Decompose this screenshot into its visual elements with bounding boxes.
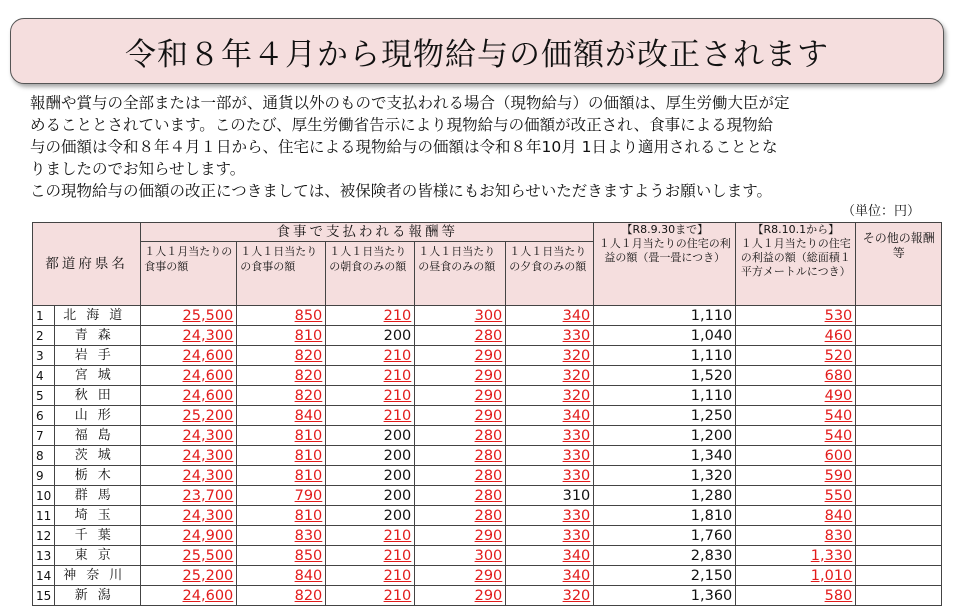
value-cell-l: 300	[415, 546, 506, 566]
value-cell-h-new: 530	[736, 306, 856, 326]
value-cell-b: 210	[326, 306, 415, 326]
value-cell-m: 24,600	[141, 366, 237, 386]
value-cell-h-new: 580	[736, 586, 856, 606]
table-row	[33, 566, 942, 586]
value-cell-e: 330	[506, 446, 594, 466]
row-number: 8	[33, 446, 55, 466]
row-number: 14	[33, 566, 55, 586]
value-cell-b: 210	[326, 586, 415, 606]
value-cell-b: 200	[326, 506, 415, 526]
row-number: 5	[33, 386, 55, 406]
table-row	[33, 506, 942, 526]
value-cell-e: 320	[506, 366, 594, 386]
value-cell-h-old: 1,250	[594, 406, 736, 426]
row-number: 3	[33, 346, 55, 366]
prefecture-name: 群馬	[55, 486, 141, 506]
daily-meal-header: １人１日当たりの食事の額	[237, 242, 326, 306]
prefecture-name: 福島	[55, 426, 141, 446]
other-cell	[856, 446, 942, 466]
value-cell-m: 24,300	[141, 426, 237, 446]
value-cell-d: 840	[237, 406, 326, 426]
row-number: 11	[33, 506, 55, 526]
intro-line: 報酬や賞与の全部または一部が、通貨以外のもので支払われる場合（現物給与）の価額は、厚生労働大臣が定	[30, 94, 790, 112]
other-cell	[856, 406, 942, 426]
value-cell-e: 310	[506, 486, 594, 506]
intro-line: 与の価額は令和８年４月１日から、住宅による現物給与の価額は令和８年10月 1日より適用されることとな	[30, 138, 778, 156]
row-number: 6	[33, 406, 55, 426]
prefecture-name: 千葉	[55, 526, 141, 546]
value-cell-d: 840	[237, 566, 326, 586]
value-cell-l: 290	[415, 366, 506, 386]
meal-group-header: 食事で支払われる報酬等	[141, 223, 594, 242]
other-cell	[856, 486, 942, 506]
table-row	[33, 306, 942, 326]
table-row	[33, 406, 942, 426]
table-row	[33, 446, 942, 466]
value-cell-e: 340	[506, 546, 594, 566]
value-cell-m: 24,900	[141, 526, 237, 546]
prefecture-name: 山形	[55, 406, 141, 426]
value-cell-d: 820	[237, 346, 326, 366]
prefecture-name: 茨城	[55, 446, 141, 466]
other-cell	[856, 326, 942, 346]
row-number: 4	[33, 366, 55, 386]
value-cell-m: 25,500	[141, 306, 237, 326]
value-cell-l: 280	[415, 486, 506, 506]
value-cell-l: 290	[415, 586, 506, 606]
prefecture-name: 宮城	[55, 366, 141, 386]
value-cell-b: 210	[326, 346, 415, 366]
value-cell-h-old: 1,320	[594, 466, 736, 486]
prefecture-name: 神奈川	[55, 566, 141, 586]
value-cell-m: 25,200	[141, 406, 237, 426]
row-number: 1	[33, 306, 55, 326]
value-cell-e: 330	[506, 506, 594, 526]
table-row	[33, 586, 942, 606]
row-number: 9	[33, 466, 55, 486]
value-cell-m: 24,300	[141, 446, 237, 466]
value-cell-h-new: 540	[736, 426, 856, 446]
value-cell-l: 280	[415, 426, 506, 446]
value-cell-m: 24,600	[141, 386, 237, 406]
value-cell-h-old: 1,280	[594, 486, 736, 506]
breakfast-header: １人１日当たりの朝食のみの額	[326, 242, 415, 306]
value-cell-e: 320	[506, 346, 594, 366]
value-cell-e: 330	[506, 466, 594, 486]
value-cell-h-new: 840	[736, 506, 856, 526]
value-cell-h-new: 520	[736, 346, 856, 366]
housing-old-header	[594, 223, 736, 306]
value-cell-h-new: 830	[736, 526, 856, 546]
value-cell-h-old: 1,110	[594, 386, 736, 406]
value-cell-e: 330	[506, 326, 594, 346]
value-cell-b: 200	[326, 426, 415, 446]
value-cell-e: 340	[506, 566, 594, 586]
value-cell-b: 210	[326, 406, 415, 426]
value-cell-e: 340	[506, 406, 594, 426]
value-cell-h-new: 1,010	[736, 566, 856, 586]
other-cell	[856, 566, 942, 586]
value-cell-m: 24,600	[141, 346, 237, 366]
value-cell-l: 280	[415, 466, 506, 486]
unit-label: （単位：円）	[841, 204, 920, 219]
row-number: 7	[33, 426, 55, 446]
value-cell-d: 850	[237, 546, 326, 566]
value-cell-d: 790	[237, 486, 326, 506]
value-cell-d: 850	[237, 306, 326, 326]
value-cell-l: 290	[415, 386, 506, 406]
value-cell-d: 810	[237, 426, 326, 446]
value-cell-b: 210	[326, 566, 415, 586]
other-cell	[856, 546, 942, 566]
other-cell	[856, 366, 942, 386]
intro-line: りましたのでお知らせします。	[30, 160, 246, 178]
other-header: その他の報酬等	[856, 223, 942, 306]
dinner-header: １人１日当たりの夕食のみの額	[506, 242, 594, 306]
value-cell-e: 330	[506, 426, 594, 446]
value-cell-m: 24,300	[141, 466, 237, 486]
row-number: 2	[33, 326, 55, 346]
value-cell-d: 810	[237, 446, 326, 466]
other-cell	[856, 346, 942, 366]
value-cell-h-new: 540	[736, 406, 856, 426]
prefecture-name: 秋田	[55, 386, 141, 406]
value-cell-b: 200	[326, 486, 415, 506]
value-cell-m: 24,300	[141, 326, 237, 346]
value-cell-e: 320	[506, 386, 594, 406]
prefecture-name: 青森	[55, 326, 141, 346]
value-cell-h-old: 1,040	[594, 326, 736, 346]
value-cell-m: 24,600	[141, 586, 237, 606]
monthly-meal-header: １人１月当たりの食事の額	[141, 242, 237, 306]
value-cell-d: 820	[237, 366, 326, 386]
intro-line: この現物給与の価額の改正につきましては、被保険者の皆様にもお知らせいただきますようお願いします。	[30, 182, 772, 200]
table-row	[33, 386, 942, 406]
value-cell-b: 210	[326, 546, 415, 566]
row-number: 15	[33, 586, 55, 606]
value-cell-h-old: 1,760	[594, 526, 736, 546]
value-cell-h-new: 550	[736, 486, 856, 506]
other-cell	[856, 306, 942, 326]
intro-line: めることとされています。このたび、厚生労働省告示により現物給与の価額が改正され、食事による現物給	[30, 116, 774, 134]
other-cell	[856, 386, 942, 406]
table-row	[33, 546, 942, 566]
value-cell-l: 290	[415, 346, 506, 366]
value-cell-l: 300	[415, 306, 506, 326]
value-cell-h-old: 1,810	[594, 506, 736, 526]
value-cell-h-old: 2,830	[594, 546, 736, 566]
table-row	[33, 426, 942, 446]
lunch-header: １人１日当たりの昼食のみの額	[415, 242, 506, 306]
page-title: 令和８年４月から現物給与の価額が改正されます	[125, 36, 829, 73]
housing-old-label: １人１月当たりの住宅の利益の額（畳一畳につき）	[598, 237, 731, 264]
row-number: 10	[33, 486, 55, 506]
other-cell	[856, 526, 942, 546]
value-cell-m: 23,700	[141, 486, 237, 506]
value-cell-m: 25,200	[141, 566, 237, 586]
value-cell-h-new: 490	[736, 386, 856, 406]
other-cell	[856, 466, 942, 486]
value-cell-h-old: 1,200	[594, 426, 736, 446]
value-cell-b: 200	[326, 446, 415, 466]
prefecture-name: 埼玉	[55, 506, 141, 526]
value-cell-l: 280	[415, 446, 506, 466]
value-cell-b: 200	[326, 466, 415, 486]
value-cell-h-new: 460	[736, 326, 856, 346]
housing-new-header	[736, 223, 856, 306]
value-cell-d: 810	[237, 506, 326, 526]
other-cell	[856, 506, 942, 526]
table-row	[33, 526, 942, 546]
value-cell-l: 290	[415, 406, 506, 426]
table-row	[33, 346, 942, 366]
value-cell-b: 200	[326, 326, 415, 346]
value-cell-b: 210	[326, 526, 415, 546]
table-row	[33, 486, 942, 506]
value-cell-e: 330	[506, 526, 594, 546]
housing-old-tag: 【R8.9.30まで】	[621, 223, 709, 236]
value-cell-d: 810	[237, 326, 326, 346]
prefecture-name: 東京	[55, 546, 141, 566]
value-cell-d: 810	[237, 466, 326, 486]
housing-new-tag: 【R8.10.1から】	[752, 223, 840, 236]
table-row	[33, 466, 942, 486]
value-cell-h-old: 1,110	[594, 306, 736, 326]
title-banner	[10, 18, 944, 84]
value-cell-h-old: 2,150	[594, 566, 736, 586]
prefecture-name: 岩手	[55, 346, 141, 366]
other-cell	[856, 586, 942, 606]
prefecture-name: 新潟	[55, 586, 141, 606]
housing-new-label: １人１月当たりの住宅の利益の額（総面積１平方メートルにつき）	[740, 237, 851, 278]
rates-table	[32, 222, 942, 606]
value-cell-l: 280	[415, 506, 506, 526]
value-cell-h-old: 1,340	[594, 446, 736, 466]
table-body	[33, 306, 942, 606]
other-cell	[856, 426, 942, 446]
value-cell-h-old: 1,520	[594, 366, 736, 386]
value-cell-e: 340	[506, 306, 594, 326]
value-cell-h-new: 590	[736, 466, 856, 486]
value-cell-b: 210	[326, 366, 415, 386]
value-cell-l: 290	[415, 526, 506, 546]
value-cell-d: 830	[237, 526, 326, 546]
value-cell-h-new: 600	[736, 446, 856, 466]
value-cell-d: 820	[237, 586, 326, 606]
table-row	[33, 366, 942, 386]
value-cell-l: 290	[415, 566, 506, 586]
value-cell-h-old: 1,110	[594, 346, 736, 366]
value-cell-h-new: 1,330	[736, 546, 856, 566]
value-cell-h-new: 680	[736, 366, 856, 386]
value-cell-e: 320	[506, 586, 594, 606]
pref-header: 都道府県名	[33, 223, 141, 306]
value-cell-d: 820	[237, 386, 326, 406]
intro-text	[30, 92, 930, 202]
prefecture-name: 栃木	[55, 466, 141, 486]
row-number: 13	[33, 546, 55, 566]
value-cell-m: 25,500	[141, 546, 237, 566]
value-cell-b: 210	[326, 386, 415, 406]
prefecture-name: 北海道	[55, 306, 141, 326]
table-row	[33, 326, 942, 346]
value-cell-l: 280	[415, 326, 506, 346]
value-cell-m: 24,300	[141, 506, 237, 526]
row-number: 12	[33, 526, 55, 546]
value-cell-h-old: 1,360	[594, 586, 736, 606]
